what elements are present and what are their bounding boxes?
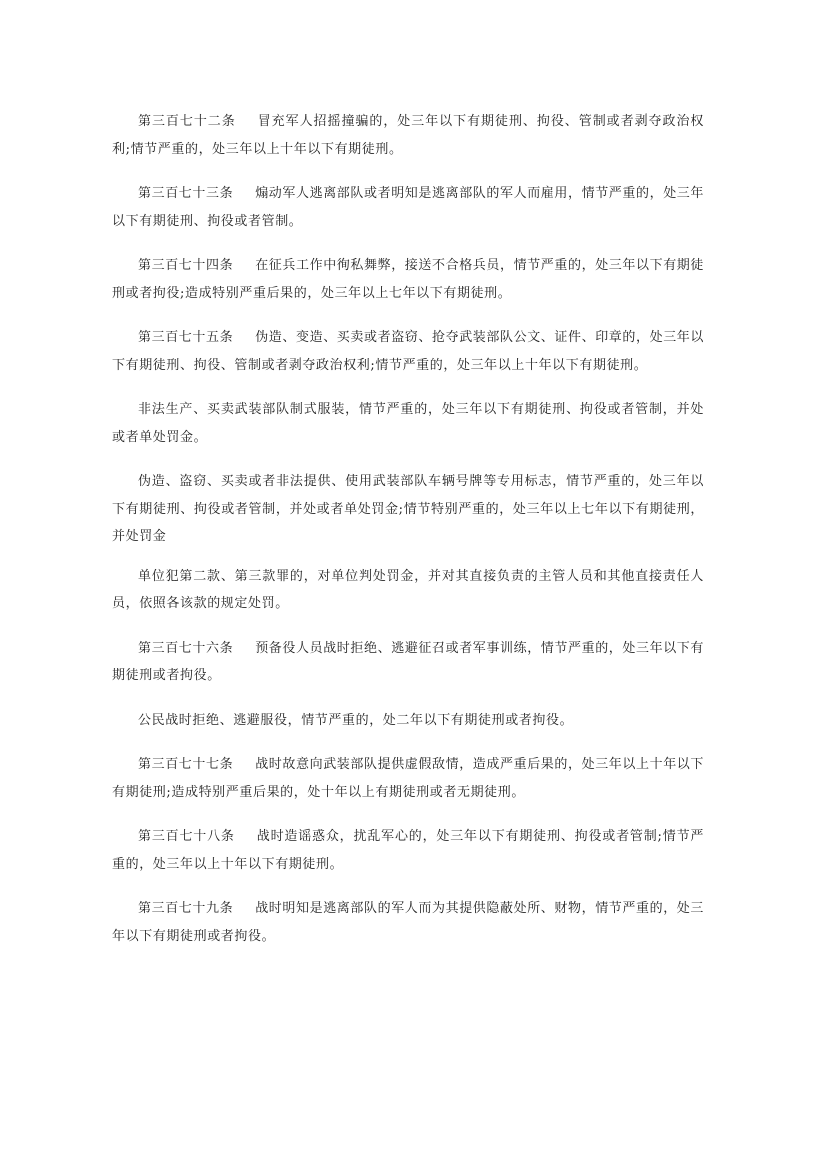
article-text: 煽动军人逃离部队或者明知是逃离部队的军人而雇用，情节严重的，处三年以下有期徒刑、拘役或者管制。 [112,186,705,229]
article-376-clause-2 [112,707,704,735]
article-text: 战时造谣惑众，扰乱军心的，处三年以下有期徒刑、拘役或者管制;情节严重的，处三年以上十年以下有期徒刑。 [112,829,704,872]
article-378-paragraph [112,823,704,878]
article-number: 第三百七十五条 [138,330,234,345]
article-377-paragraph [112,751,704,806]
article-text: 伪造、变造、买卖或者盗窃、抢夺武装部队公文、证件、印章的，处三年以下有期徒刑、拘役、管制或者剥夺政治权利;情节严重的，处三年以上十年以下有期徒刑。 [112,330,705,373]
article-text: 预备役人员战时拒绝、逃避征召或者军事训练，情节严重的，处三年以下有期徒刑或者拘役。 [112,640,705,683]
article-375-clause-3 [112,468,704,551]
article-372-paragraph [112,108,704,163]
article-379-paragraph [112,895,704,950]
document-body [112,108,704,967]
article-374-paragraph [112,252,704,307]
clause-text: 公民战时拒绝、逃避服役，情节严重的，处二年以下有期徒刑或者拘役。 [138,712,574,728]
clause-text: 伪造、盗窃、买卖或者非法提供、使用武装部队车辆号牌等专用标志，情节严重的，处三年以下有期徒刑、拘役或者管制，并处或者单处罚金;情节特别严重的，处三年以上七年以下有期徒刑，并处罚金 [112,474,704,544]
article-375-clause-2 [112,396,704,451]
article-375-paragraph [112,324,704,379]
article-number: 第三百七十六条 [138,640,234,656]
article-number: 第三百七十四条 [138,258,234,273]
article-number: 第三百七十八条 [138,829,235,844]
clause-text: 非法生产、买卖武装部队制式服装，情节严重的，处三年以下有期徒刑、拘役或者管制，并处或者单处罚金。 [112,402,704,445]
article-number: 第三百七十九条 [138,901,234,916]
article-number: 第三百七十七条 [138,757,234,772]
article-376-paragraph [112,635,704,690]
article-375-clause-4 [112,563,704,618]
article-text: 战时故意向武装部队提供虚假敌情，造成严重后果的，处三年以上十年以下有期徒刑;造成特别严重后果的，处十年以上有期徒刑或者无期徒刑。 [112,757,705,800]
article-text: 战时明知是逃离部队的军人而为其提供隐蔽处所、财物，情节严重的，处三年以下有期徒刑或者拘役。 [112,901,705,944]
article-number: 第三百七十二条 [138,114,236,129]
article-text: 在征兵工作中徇私舞弊，接送不合格兵员，情节严重的，处三年以下有期徒刑或者拘役;造成特别严重后果的，处三年以上七年以下有期徒刑。 [112,258,705,301]
article-number: 第三百七十三条 [138,186,234,201]
clause-text: 单位犯第二款、第三款罪的，对单位判处罚金，并对其直接负责的主管人员和其他直接责任人员，依照各该款的规定处罚。 [112,568,704,611]
article-text: 冒充军人招摇撞骗的，处三年以下有期徒刑、拘役、管制或者剥夺政治权利;情节严重的，处三年以上十年以下有期徒刑。 [112,114,705,157]
article-373-paragraph [112,180,704,235]
